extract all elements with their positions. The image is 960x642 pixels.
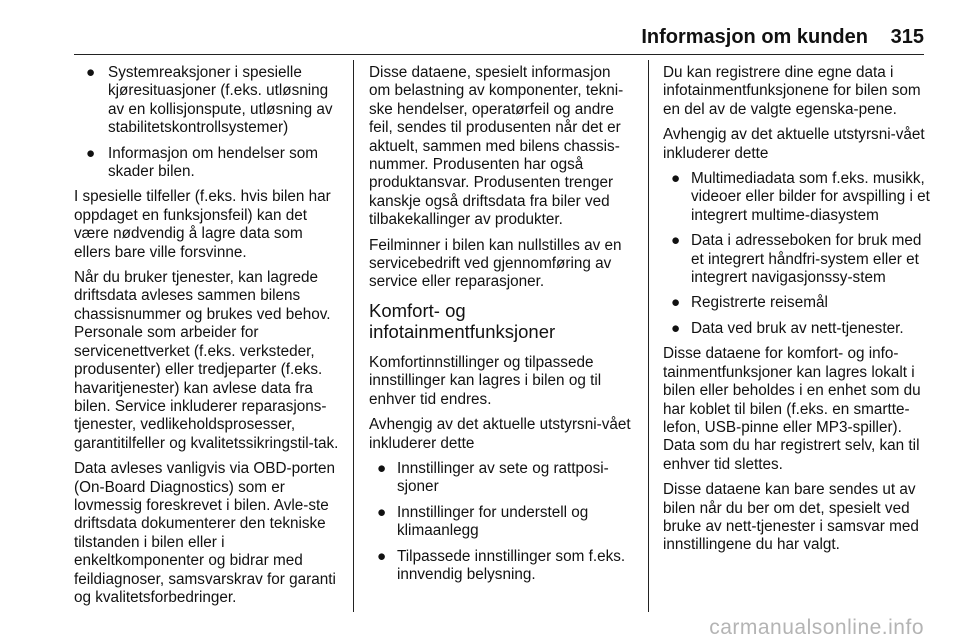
section-heading: Komfort- og infotainmentfunksjoner <box>369 299 556 342</box>
page-title: Informasjon om kunden <box>641 26 868 48</box>
paragraph: Avhengig av det aktuelle utstyrsni-vået inkluderer dette <box>369 416 631 452</box>
paragraph: Disse dataene, spesielt informasjon om belastning av komponenter, tekni-ske hendelser, operatørfeil og andre feil, sendes til produsenten når det er aktuelt, sammen med bilens chassis-nummer. Produsenten har også produktansvar. Produsenten trenger kanskje også driftsdata fra biler ved tilbakekallinger av produkter. <box>369 64 624 229</box>
bullet-icon: ● <box>671 294 681 312</box>
list-item: ● Informasjon om hendelser som skader bilen. <box>86 144 319 181</box>
column-1 <box>74 64 342 614</box>
column-2 <box>369 64 634 591</box>
list-item: ● Data ved bruk av nett-tjenester. <box>671 319 904 337</box>
bullet-icon: ● <box>377 503 387 521</box>
bullet-list <box>74 64 342 181</box>
column-divider-2 <box>648 60 649 612</box>
bullet-icon: ● <box>86 144 96 162</box>
column-divider-1 <box>353 60 354 612</box>
paragraph: Data avleses vanligvis via OBD-porten (On-Board Diagnostics) som er lovmessig foreskrevet i bilen. Avle-ste driftsdata dokumenterer den tekniske tilstanden i bilen eller i enkeltkomponenter og bidrar med feildiagnoser, samsvarskrav for garanti og kvalitetsforbedringer. <box>74 460 336 606</box>
bullet-icon: ● <box>86 64 96 81</box>
paragraph: Disse dataene for komfort- og info-tainmentfunksjoner kan lagres lokalt i bilen eller beholdes i en enhet som du har koblet til bilen (f.eks. en smartte-lefon, USB-pinne eller MP3-spiller). Data som du har registrert selv, kan til enhver tid slettes. <box>663 345 921 473</box>
list-item: ● Systemreaksjoner i spesielle kjøresituasjoner (f.eks. utløsning av en kollisjonspute, utløsning av stabilitetskontrollsystemer) <box>86 64 333 137</box>
paragraph: Du kan registrere dine egne data i infotainmentfunksjonene for bilen som en del av de valgte egenska-pene. <box>663 64 921 118</box>
list-item: ● Registrerte reisemål <box>671 294 828 312</box>
list-item: ● Data i adresseboken for bruk med et integrert håndfri-system eller et integrert navigasjonssy-stem <box>671 232 922 287</box>
column-3 <box>663 64 930 562</box>
bullet-icon: ● <box>377 459 387 477</box>
paragraph: Komfortinnstillinger og tilpassede innstillinger kan lagres i bilen og til enhver tid endres. <box>369 353 602 408</box>
bullet-icon: ● <box>671 232 681 250</box>
paragraph: I spesielle tilfeller (f.eks. hvis bilen har oppdaget en funksjonsfeil) kan det være nødvendig å lagre data som ellers bare ville forsvinne. <box>74 188 331 261</box>
bullet-icon: ● <box>377 547 387 565</box>
bullet-icon: ● <box>671 319 681 337</box>
bullet-list <box>663 170 930 338</box>
list-item: ● Tilpassede innstillinger som f.eks. innvendig belysning. <box>377 547 626 583</box>
paragraph: Disse dataene kan bare sendes ut av bilen når du ber om det, spesielt ved bruke av nett-tjenester i samsvar med innstillingene du har valgt. <box>663 481 919 554</box>
paragraph: Når du bruker tjenester, kan lagrede driftsdata avleses sammen bilens chassisnummer og brukes ved behov. Personale som arbeider for servicenettverket (f.eks. verksteder, produsenter) eller tredjeparter (f.eks. havaritjenester) kan avlese data fra bilen. Service inkluderer reparasjons-tjenester, vedlikeholdsprosesser, garantitilfeller og kvalitetssikringstil-tak. <box>74 269 339 452</box>
list-item: ● Innstillinger av sete og rattposi-sjoner <box>377 459 609 496</box>
paragraph: Avhengig av det aktuelle utstyrsni-vået inkluderer dette <box>663 126 925 162</box>
list-item: ● Innstillinger for understell og klimaanlegg <box>377 503 589 540</box>
list-item: ● Multimediadata som f.eks. musikk, videoer eller bilder for avspilling i et integrert multime-diasystem <box>671 170 930 224</box>
bullet-list <box>369 460 634 584</box>
bullet-icon: ● <box>671 170 681 188</box>
paragraph: Feilminner i bilen kan nullstilles av en servicebedrift ved gjennomføring av service eller reparasjoner. <box>369 236 622 291</box>
watermark: carmanualsonline.info <box>709 616 924 639</box>
page-header <box>74 26 924 55</box>
page-number: 315 <box>890 26 924 48</box>
